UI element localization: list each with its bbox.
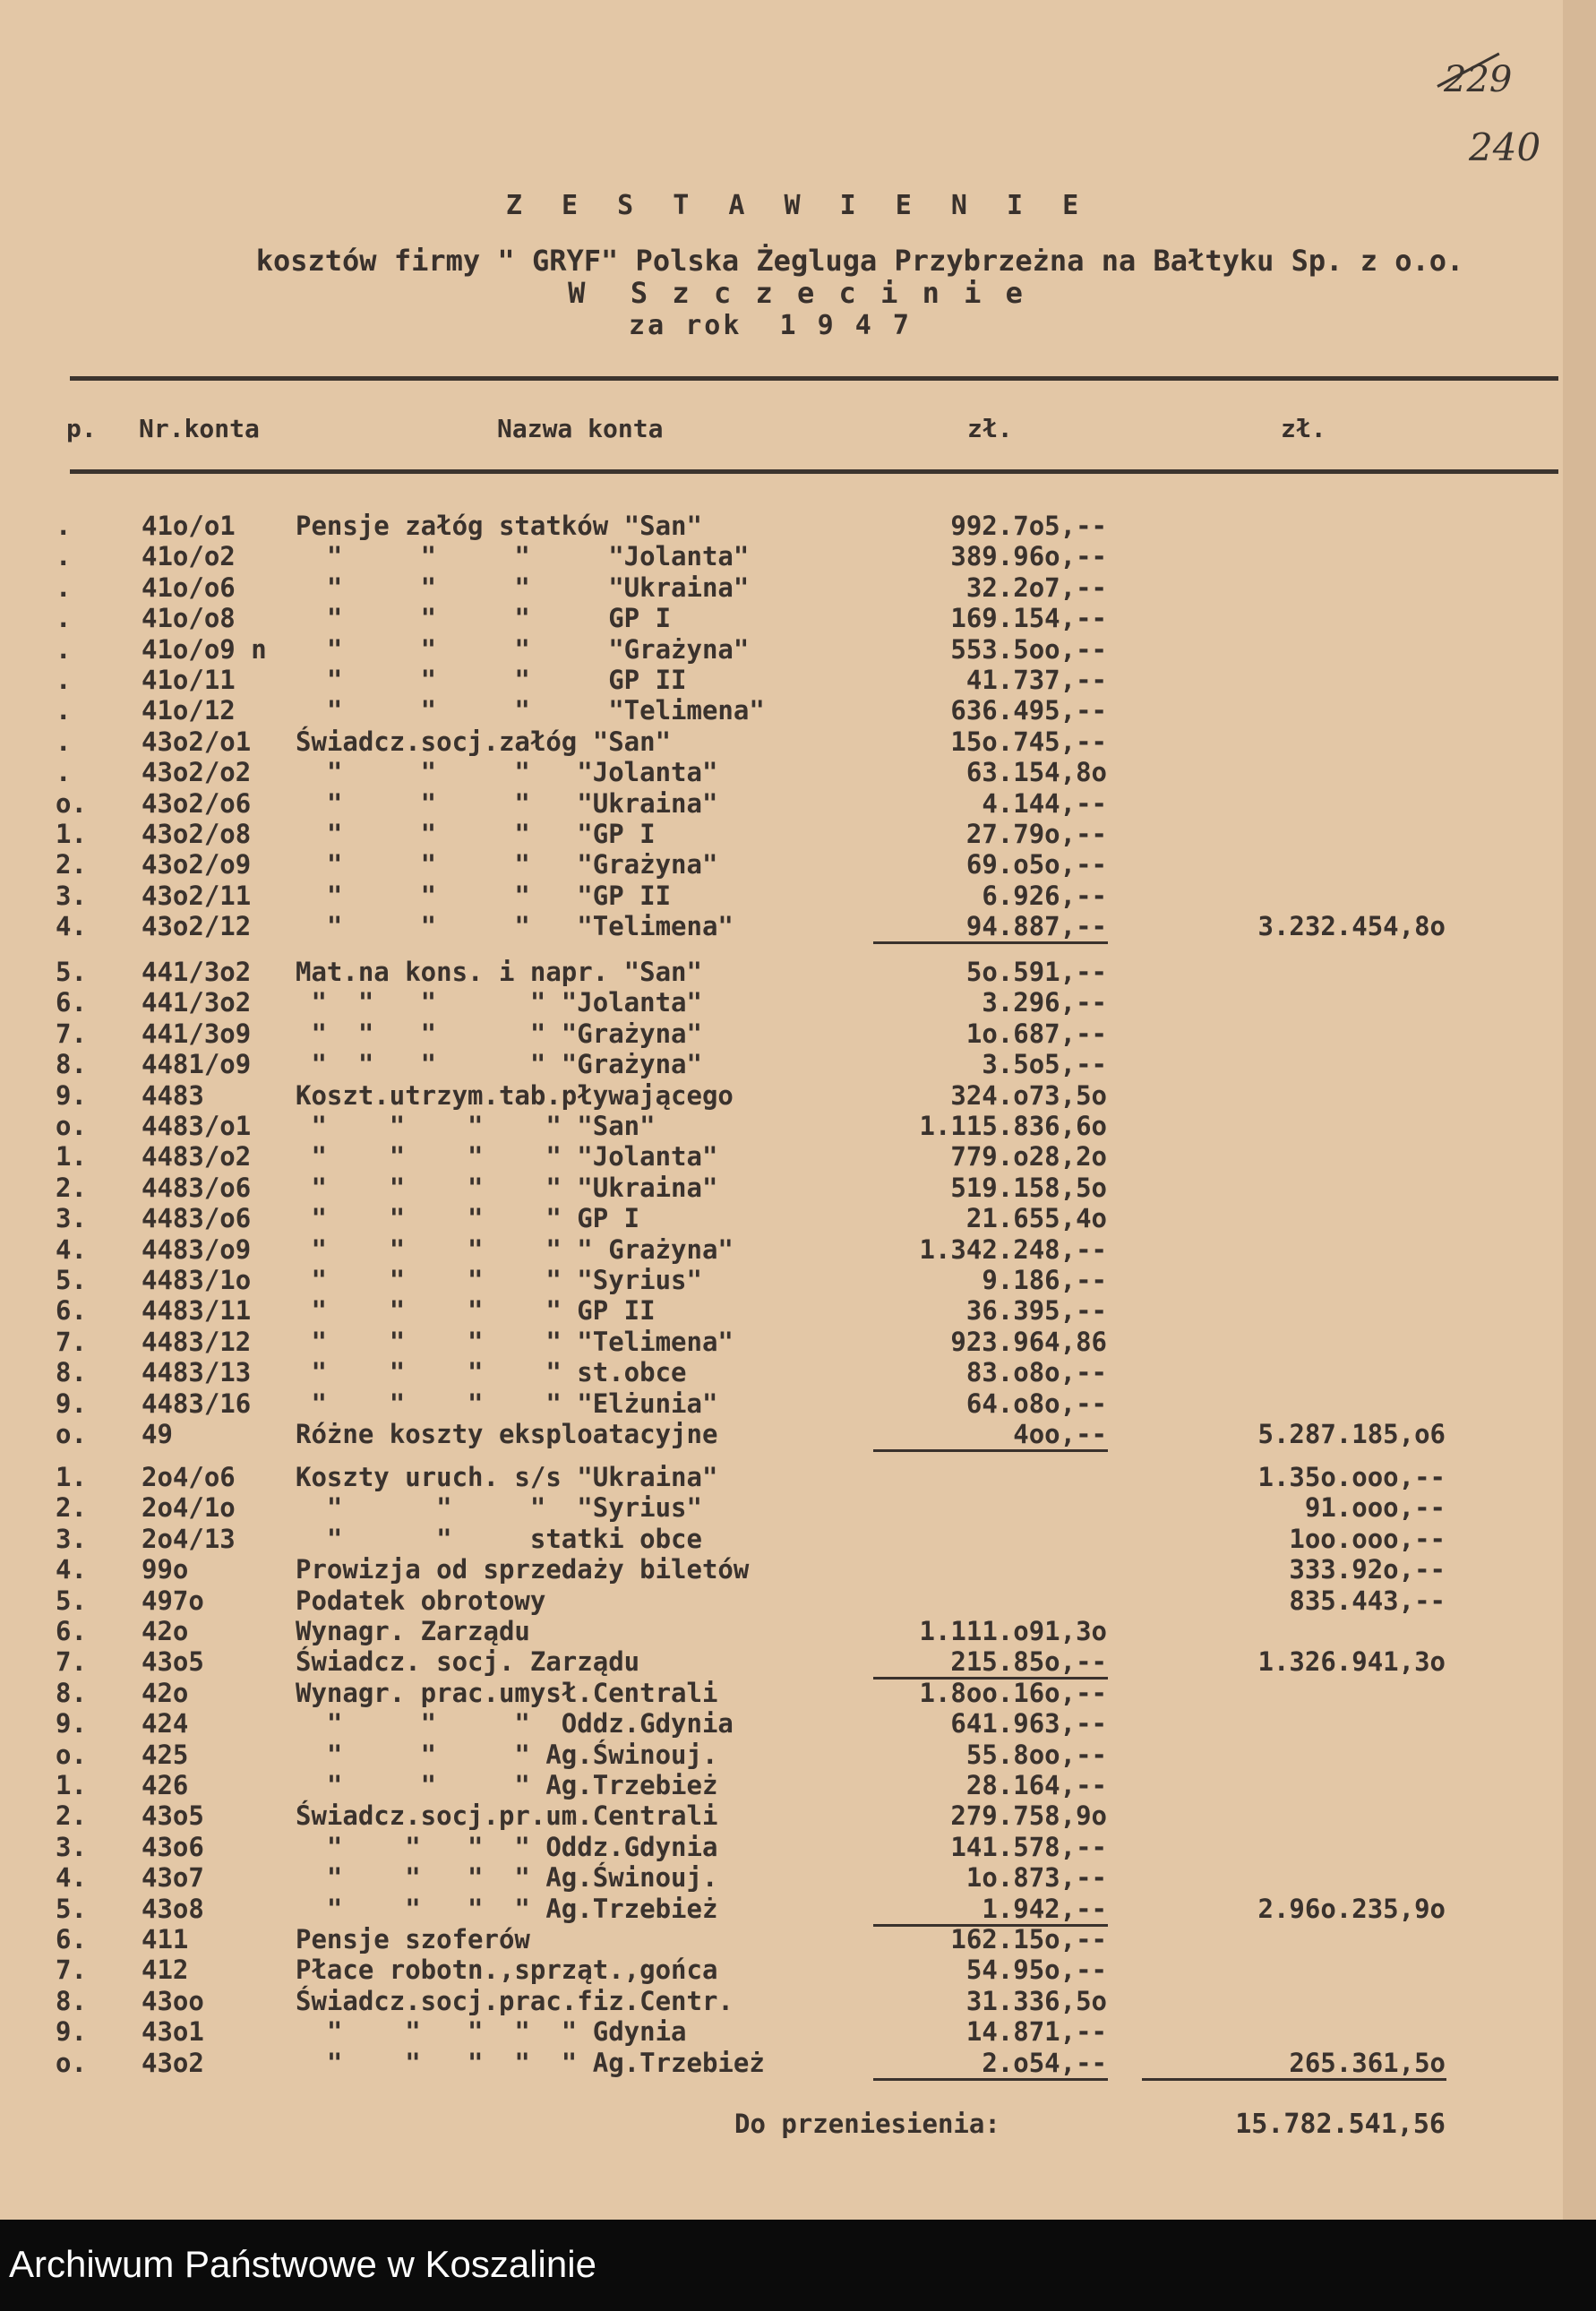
- amount-detail: 923.964,86: [950, 1326, 1107, 1357]
- amount-subtotal: 333.92o,--: [1289, 1554, 1446, 1585]
- row-number: 1.: [56, 1141, 87, 1173]
- account-number: 4481/o9: [142, 1049, 252, 1080]
- account-number: 4483/o9: [142, 1233, 252, 1265]
- amount-detail: 14.871,--: [965, 2016, 1107, 2048]
- table-row: [0, 1954, 1596, 1985]
- row-number: o.: [56, 787, 87, 819]
- amount-detail: 63.154,8o: [965, 757, 1107, 788]
- amount-subtotal: 3.232.454,8o: [1257, 911, 1446, 942]
- account-name: " " statki obce: [296, 1523, 702, 1554]
- row-number: 7.: [56, 1018, 87, 1049]
- account-name: " " " " " Gdynia: [296, 2016, 687, 2048]
- amount-detail: 279.758,9o: [950, 1800, 1107, 1832]
- table-row: [0, 695, 1596, 726]
- table-row: [0, 1924, 1596, 1954]
- table-header-rule: [70, 469, 1558, 474]
- table-row: [0, 849, 1596, 880]
- amount-detail: 41.737,--: [965, 665, 1107, 695]
- account-number: 441/3o2: [142, 957, 252, 987]
- account-name: " " " GP II: [296, 665, 687, 695]
- account-name: Świadcz.socj.pr.um.Centrali: [296, 1800, 718, 1832]
- table-row: [0, 1492, 1596, 1523]
- account-name: Pensje załóg statków "San": [296, 511, 702, 541]
- row-number: 1.: [56, 1770, 87, 1800]
- table-row: [0, 1141, 1596, 1172]
- row-number: o.: [56, 1419, 87, 1449]
- table-row: [0, 1585, 1596, 1616]
- account-name: " " " "Syrius": [296, 1492, 702, 1524]
- row-number: 6.: [56, 1295, 87, 1327]
- account-number: 4483/1o: [142, 1265, 252, 1295]
- account-name: " " " " Ag.Trzebież: [296, 1893, 718, 1924]
- row-number: 7.: [56, 1326, 87, 1357]
- account-name: " " " "GP II: [296, 880, 672, 911]
- table-row: [0, 1173, 1596, 1203]
- account-name: Różne koszty eksploatacyjne: [296, 1419, 718, 1449]
- account-number: 4483/o1: [142, 1111, 252, 1141]
- row-number: 3.: [56, 1831, 87, 1862]
- account-number: 412: [142, 1954, 189, 1986]
- amount-detail: 36.395,--: [965, 1295, 1107, 1327]
- account-number: 426: [142, 1770, 189, 1800]
- amount-detail: 4.144,--: [982, 787, 1107, 819]
- account-number: 41o/11: [142, 665, 236, 695]
- account-number: 41o/o6: [142, 571, 236, 603]
- amount-detail: 779.o28,2o: [950, 1141, 1107, 1173]
- account-name: Pensje szoferów: [296, 1924, 530, 1954]
- amount-detail: 64.o8o,--: [965, 1387, 1107, 1419]
- row-number: 7.: [56, 1646, 87, 1678]
- account-name: " " " Ag.Trzebież: [296, 1770, 718, 1800]
- row-number: 3.: [56, 880, 87, 911]
- document-title: Z E S T A W I E N I E: [505, 190, 1091, 221]
- account-name: " " " " Ag.Świnouj.: [296, 1862, 718, 1894]
- table-row: [0, 665, 1596, 695]
- account-number: 4483/o6: [142, 1172, 252, 1203]
- account-number: 424: [142, 1708, 189, 1740]
- account-number: 99o: [142, 1554, 189, 1585]
- account-name: " " " " "Syrius": [296, 1265, 702, 1295]
- account-number: 41o/o8: [142, 603, 236, 634]
- amount-detail: 28.164,--: [965, 1770, 1107, 1800]
- account-number: 43o2/12: [142, 911, 252, 942]
- account-name: " " " "Jolanta": [296, 757, 718, 788]
- amount-detail: 55.8oo,--: [965, 1739, 1107, 1770]
- row-number: 5.: [56, 1265, 87, 1295]
- account-name: " " " "GP I: [296, 819, 656, 849]
- amount-detail: 1.342.248,--: [919, 1233, 1107, 1265]
- account-name: " " " " "Grażyna": [296, 1018, 702, 1049]
- account-name: " " " " Oddz.Gdynia: [296, 1831, 718, 1862]
- amount-detail: 54.95o,--: [965, 1954, 1107, 1986]
- row-number: 6.: [56, 1924, 87, 1954]
- account-name: " " " "Grażyna": [296, 633, 750, 665]
- row-number: 4.: [56, 1862, 87, 1894]
- amount-detail: 5o.591,--: [965, 957, 1107, 987]
- table-row: [0, 1770, 1596, 1800]
- row-number: 5.: [56, 1585, 87, 1616]
- table-row: [0, 511, 1596, 541]
- row-number: 7.: [56, 1954, 87, 1986]
- table-row: [0, 1524, 1596, 1554]
- account-name: Prowizja od sprzedaży biletów: [296, 1554, 750, 1585]
- account-name: " " " " "Telimena": [296, 1326, 734, 1357]
- account-number: 42o: [142, 1616, 189, 1646]
- account-name: " " " " "Elżunia": [296, 1387, 718, 1419]
- account-name: " " " " " Ag.Trzebież: [296, 2047, 765, 2078]
- amount-detail: 15o.745,--: [950, 726, 1107, 757]
- account-name: Wynagr. prac.umysł.Centrali: [296, 1677, 718, 1708]
- account-number: 4483/o2: [142, 1141, 252, 1173]
- folio-number-new: 240: [1469, 125, 1541, 169]
- row-number: .: [56, 633, 72, 665]
- account-number: 4483: [142, 1079, 204, 1111]
- amount-detail: 519.158,5o: [950, 1172, 1107, 1203]
- row-number: 3.: [56, 1523, 87, 1554]
- account-number: 43o2: [142, 2047, 204, 2078]
- table-row: [0, 1295, 1596, 1326]
- amount-detail: 1.111.o91,3o: [919, 1616, 1107, 1646]
- account-number: 49: [142, 1419, 173, 1449]
- final-subtotal-underline: [1142, 2078, 1446, 2081]
- row-number: 9.: [56, 2016, 87, 2048]
- amount-detail: 389.96o,--: [950, 541, 1107, 572]
- archive-footer-bar: [0, 2220, 1596, 2311]
- account-name: " " " "Ukraina": [296, 787, 718, 819]
- table-row: [0, 2016, 1596, 2047]
- subtotal-underline: [873, 1449, 1108, 1452]
- document-subtitle-city: W S z c z e c i n i e: [568, 276, 1026, 310]
- account-number: 43o5: [142, 1646, 204, 1678]
- amount-detail: 3.296,--: [982, 987, 1107, 1018]
- document-subtitle-company: kosztów firmy " GRYF" Polska Żegluga Przybrzeżna na Bałtyku Sp. z o.o.: [255, 244, 1464, 278]
- row-number: 1.: [56, 1462, 87, 1492]
- row-number: 4.: [56, 1233, 87, 1265]
- table-row: [0, 1080, 1596, 1111]
- row-number: 2.: [56, 1492, 87, 1524]
- amount-subtotal: 1oo.ooo,--: [1289, 1523, 1446, 1554]
- amount-detail: 324.o73,5o: [950, 1079, 1107, 1111]
- amount-detail: 641.963,--: [950, 1708, 1107, 1740]
- amount-detail: 27.79o,--: [965, 819, 1107, 849]
- amount-subtotal: 5.287.185,o6: [1257, 1419, 1446, 1449]
- account-name: " " " "Ukraina": [296, 571, 750, 603]
- row-number: o.: [56, 1111, 87, 1141]
- account-number: 4483/o6: [142, 1203, 252, 1234]
- header-lp: p.: [66, 414, 97, 443]
- amount-detail: 4oo,--: [1013, 1419, 1107, 1449]
- account-name: " " " Oddz.Gdynia: [296, 1708, 734, 1740]
- row-number: o.: [56, 2047, 87, 2078]
- table-row: [0, 1111, 1596, 1141]
- account-name: " " " Ag.Świnouj.: [296, 1739, 718, 1770]
- account-name: " " " "Grażyna": [296, 849, 718, 881]
- row-number: .: [56, 695, 72, 726]
- amount-detail: 1.8oo.16o,--: [919, 1677, 1107, 1708]
- account-name: " " " "Telimena": [296, 911, 734, 942]
- row-number: 3.: [56, 1203, 87, 1234]
- account-name: " " " " "San": [296, 1111, 656, 1141]
- table-row: [0, 1616, 1596, 1646]
- account-number: 497o: [142, 1585, 204, 1616]
- table-row: [0, 757, 1596, 787]
- table-top-rule: [70, 376, 1558, 381]
- row-number: 9.: [56, 1079, 87, 1111]
- table-row: [0, 1740, 1596, 1770]
- table-row: [0, 634, 1596, 665]
- account-number: 43o2/o8: [142, 819, 252, 849]
- account-number: 43o6: [142, 1831, 204, 1862]
- account-name: " " " GP I: [296, 603, 672, 634]
- table-row: [0, 1832, 1596, 1862]
- amount-detail: 9.186,--: [982, 1265, 1107, 1295]
- account-number: 43o7: [142, 1862, 204, 1894]
- amount-detail: 553.5oo,--: [950, 633, 1107, 665]
- amount-detail: 31.336,5o: [965, 1985, 1107, 2016]
- amount-detail: 141.578,--: [950, 1831, 1107, 1862]
- account-name: " " " "Jolanta": [296, 541, 750, 572]
- amount-subtotal: 91.ooo,--: [1304, 1492, 1446, 1524]
- account-name: " " " " GP II: [296, 1295, 656, 1327]
- amount-subtotal: 265.361,5o: [1289, 2047, 1446, 2078]
- amount-detail: 3.5o5,--: [982, 1049, 1107, 1080]
- amount-subtotal: 835.443,--: [1289, 1585, 1446, 1616]
- row-number: 2.: [56, 849, 87, 881]
- amount-subtotal: 1.35o.ooo,--: [1257, 1462, 1446, 1492]
- table-row: [0, 1357, 1596, 1387]
- account-number: 2o4/13: [142, 1523, 236, 1554]
- amount-detail: 2.o54,--: [982, 2047, 1107, 2078]
- account-number: 43o2/o2: [142, 757, 252, 788]
- row-number: 1.: [56, 819, 87, 849]
- account-name: " " " " st.obce: [296, 1357, 687, 1388]
- table-row: [0, 1462, 1596, 1492]
- account-number: 43o8: [142, 1893, 204, 1924]
- account-number: 4483/12: [142, 1326, 252, 1357]
- account-name: Płace robotn.,sprząt.,gońca: [296, 1954, 718, 1986]
- account-number: 43o5: [142, 1800, 204, 1832]
- account-number: 411: [142, 1924, 189, 1954]
- table-row: [0, 1894, 1596, 1924]
- archive-name: Archiwum Państwowe w Koszalinie: [9, 2243, 596, 2285]
- amount-detail: 21.655,4o: [965, 1203, 1107, 1234]
- account-number: 41o/o1: [142, 511, 236, 541]
- amount-detail: 94.887,--: [965, 911, 1107, 942]
- table-row: [0, 1203, 1596, 1233]
- row-number: .: [56, 511, 72, 541]
- row-number: 8.: [56, 1677, 87, 1708]
- row-number: .: [56, 665, 72, 695]
- row-number: 5.: [56, 957, 87, 987]
- row-number: 6.: [56, 1616, 87, 1646]
- table-row: [0, 1234, 1596, 1265]
- account-name: " " " " GP I: [296, 1203, 640, 1234]
- table-row: [0, 1327, 1596, 1357]
- row-number: 8.: [56, 1357, 87, 1388]
- row-number: .: [56, 541, 72, 572]
- account-number: 43o1: [142, 2016, 204, 2048]
- header-account-name: Nazwa konta: [497, 414, 664, 443]
- account-name: Świadcz.socj.prac.fiz.Centr.: [296, 1985, 734, 2016]
- amount-detail: 83.o8o,--: [965, 1357, 1107, 1388]
- table-row: [0, 1678, 1596, 1708]
- subtotal-underline: [873, 2078, 1108, 2081]
- table-row: [0, 911, 1596, 941]
- account-number: 43oo: [142, 1985, 204, 2016]
- table-row: [0, 603, 1596, 633]
- amount-detail: 636.495,--: [950, 695, 1107, 726]
- account-name: " " " " "Jolanta": [296, 1141, 718, 1173]
- folio-number-old: 229: [1444, 59, 1513, 100]
- document-subtitle-year: za rok 1 9 4 7: [629, 310, 912, 341]
- header-amount-total: zł.: [1281, 414, 1326, 443]
- table-row: [0, 788, 1596, 819]
- carry-forward-label: Do przeniesienia:: [734, 2109, 1000, 2139]
- account-number: 2o4/1o: [142, 1492, 236, 1524]
- row-number: .: [56, 726, 72, 757]
- account-number: 41o/12: [142, 695, 236, 726]
- row-number: 5.: [56, 1893, 87, 1924]
- account-number: 2o4/o6: [142, 1462, 236, 1492]
- header-amount-detail: zł.: [967, 414, 1013, 443]
- amount-detail: 992.7o5,--: [950, 511, 1107, 541]
- account-number: 43o2/o6: [142, 787, 252, 819]
- amount-detail: 1.115.836,6o: [919, 1111, 1107, 1141]
- table-row: [0, 1419, 1596, 1449]
- table-row: [0, 541, 1596, 571]
- account-name: " " " " "Ukraina": [296, 1172, 718, 1203]
- account-number: 4483/16: [142, 1387, 252, 1419]
- amount-detail: 1o.687,--: [965, 1018, 1107, 1049]
- table-row: [0, 1554, 1596, 1585]
- account-name: Podatek obrotowy: [296, 1585, 546, 1616]
- account-name: Świadcz.socj.załóg "San": [296, 726, 672, 757]
- table-row: [0, 1646, 1596, 1677]
- table-row: [0, 987, 1596, 1018]
- table-row: [0, 1862, 1596, 1893]
- amount-detail: 215.85o,--: [950, 1646, 1107, 1678]
- account-name: " " " " "Jolanta": [296, 987, 702, 1018]
- account-name: " " " "Telimena": [296, 695, 765, 726]
- table-row: [0, 881, 1596, 911]
- account-number: 43o2/o1: [142, 726, 252, 757]
- row-number: .: [56, 603, 72, 634]
- account-number: 4483/11: [142, 1295, 252, 1327]
- account-name: " " " " " Grażyna": [296, 1233, 734, 1265]
- account-number: 4483/13: [142, 1357, 252, 1388]
- amount-detail: 169.154,--: [950, 603, 1107, 634]
- account-name: Wynagr. Zarządu: [296, 1616, 530, 1646]
- account-number: 41o/o2: [142, 541, 236, 572]
- row-number: 9.: [56, 1387, 87, 1419]
- row-number: 9.: [56, 1708, 87, 1740]
- table-row: [0, 1265, 1596, 1295]
- amount-detail: 6.926,--: [982, 880, 1107, 911]
- table-row: [0, 819, 1596, 849]
- table-row: [0, 1018, 1596, 1049]
- account-number: 43o2/o9: [142, 849, 252, 881]
- table-row: [0, 726, 1596, 757]
- amount-detail: 1.942,--: [982, 1893, 1107, 1924]
- row-number: 4.: [56, 1554, 87, 1585]
- subtotal-underline: [873, 941, 1108, 944]
- account-name: Mat.na kons. i napr. "San": [296, 957, 702, 987]
- account-number: 41o/o9 n: [142, 633, 267, 665]
- row-number: .: [56, 757, 72, 788]
- row-number: 8.: [56, 1985, 87, 2016]
- row-number: 6.: [56, 987, 87, 1018]
- table-row: [0, 1800, 1596, 1831]
- table-row: [0, 1049, 1596, 1079]
- amount-subtotal: 1.326.941,3o: [1257, 1646, 1446, 1678]
- account-number: 441/3o2: [142, 987, 252, 1018]
- row-number: .: [56, 571, 72, 603]
- table-row: [0, 1986, 1596, 2016]
- account-name: Koszty uruch. s/s "Ukraina": [296, 1462, 718, 1492]
- account-name: Koszt.utrzym.tab.pływającego: [296, 1079, 734, 1111]
- carry-forward-value: 15.782.541,56: [1235, 2109, 1446, 2140]
- table-row: [0, 572, 1596, 603]
- account-name: " " " " "Grażyna": [296, 1049, 702, 1080]
- account-name: Świadcz. socj. Zarządu: [296, 1646, 640, 1678]
- table-row: [0, 1388, 1596, 1419]
- table-row: [0, 1708, 1596, 1739]
- account-number: 42o: [142, 1677, 189, 1708]
- amount-detail: 162.15o,--: [950, 1924, 1107, 1954]
- row-number: 2.: [56, 1800, 87, 1832]
- account-number: 441/3o9: [142, 1018, 252, 1049]
- row-number: 2.: [56, 1172, 87, 1203]
- amount-detail: 1o.873,--: [965, 1862, 1107, 1894]
- row-number: o.: [56, 1739, 87, 1770]
- account-number: 425: [142, 1739, 189, 1770]
- amount-detail: 32.2o7,--: [965, 571, 1107, 603]
- table-row: [0, 2048, 1596, 2078]
- table-row: [0, 957, 1596, 987]
- row-number: 4.: [56, 911, 87, 942]
- row-number: 8.: [56, 1049, 87, 1080]
- account-number: 43o2/11: [142, 880, 252, 911]
- header-account-number: Nr.konta: [139, 414, 260, 443]
- amount-detail: 69.o5o,--: [965, 849, 1107, 881]
- amount-subtotal: 2.96o.235,9o: [1257, 1893, 1446, 1924]
